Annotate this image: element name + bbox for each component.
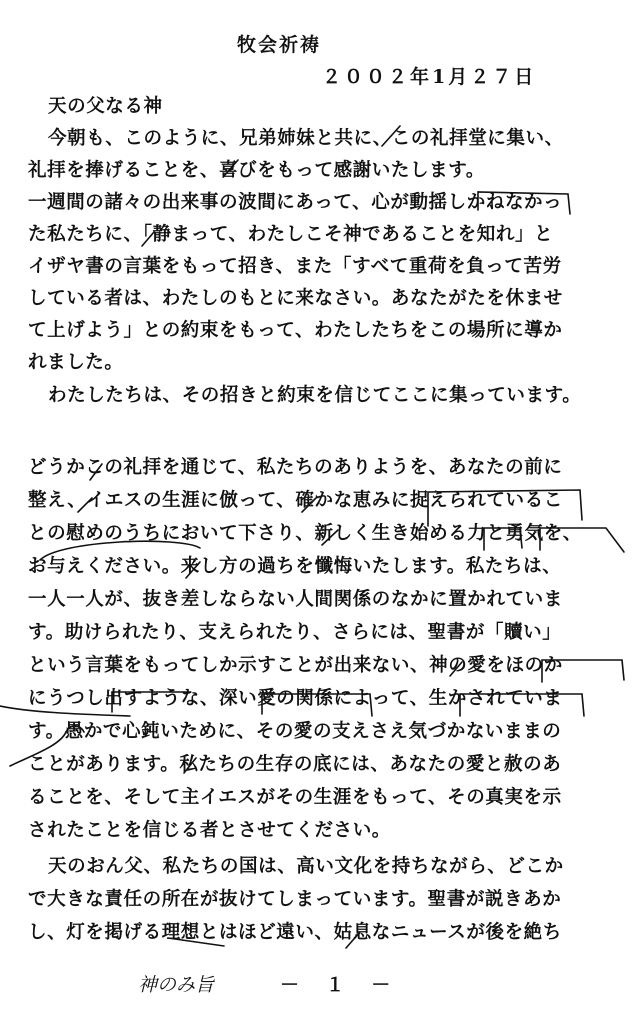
text-line: し、灯を掲げる理想とはほど遠い、姑息なニュースが後を絶ち [28,922,562,943]
text-line: 整え、イエスの生涯に倣って、確かな恵みに捉えられているこ [28,490,563,511]
text-line: との慰めのうちにおいて下さり、新しく生き始める力と勇気を、 [28,523,582,544]
page-number: － １ － [280,974,401,996]
text-line: 一週間の諸々の出来事の波間にあって、心が動揺しかねなかっ [28,192,563,213]
text-line: 天のおん父、私たちの国は、高い文化を持ちながら、どこか [48,856,564,877]
text-line: どうかこの礼拝を通じて、私たちのありようを、あなたの前に [28,457,563,478]
text-line: 天の父なる神 [48,96,163,117]
text-line: されたことを信じる者とさせてください。 [28,820,391,841]
text-line: て上げよう」との約束をもって、わたしたちをこの場所に導か [28,320,563,341]
text-line: 今朝も、このように、兄弟姉妹と共に、この礼拝堂に集い、 [48,128,564,149]
text-line: ことがあります。私たちの生存の底には、あなたの愛と赦のあ [28,754,562,775]
text-line: お与えください。来し方の過ちを懺悔いたします。私たちは、 [28,556,562,577]
text-line: という言葉をもってしか示すことが出来ない、神の愛をほのか [28,655,563,676]
text-line: 一人一人が、抜き差しならない人間関係のなかに置かれていま [28,589,563,610]
text-line: 礼拝を捧げることを、喜びをもって感謝いたします。 [28,160,485,181]
text-line: す。助けられたり、支えられたり、さらには、聖書が「贖い」 [28,622,562,643]
document-date: ２００２年1月２７日 [322,66,537,88]
text-line: イザヤ書の言葉をもって招き、また「すべて重荷を負って苦労 [28,256,562,277]
text-line: にうつし出すような、深い愛の関係によって、生かされていま [28,688,563,709]
document-title: 牧会祈祷 [237,34,322,56]
text-line: ることを、そして主イエスがその生涯をもって、その真実を示 [28,787,562,808]
text-line: で大きな責任の所在が抜けてしまっています。聖書が説きあか [28,889,562,910]
text-line: す。愚かで心鈍いために、その愛の支えさえ気づかないままの [28,721,562,742]
text-line: た私たちに、「静まって、わたしこそ神であることを知れ」と [28,224,554,245]
text-line: わたしたちは、その招きと約束を信じてここに集っています。 [48,385,582,406]
handwritten-note: 神のみ旨 [138,974,215,996]
text-line: している者は、わたしのもとに来なさい。あなたがたを休ませ [28,288,563,309]
text-line: れました。 [28,352,124,373]
